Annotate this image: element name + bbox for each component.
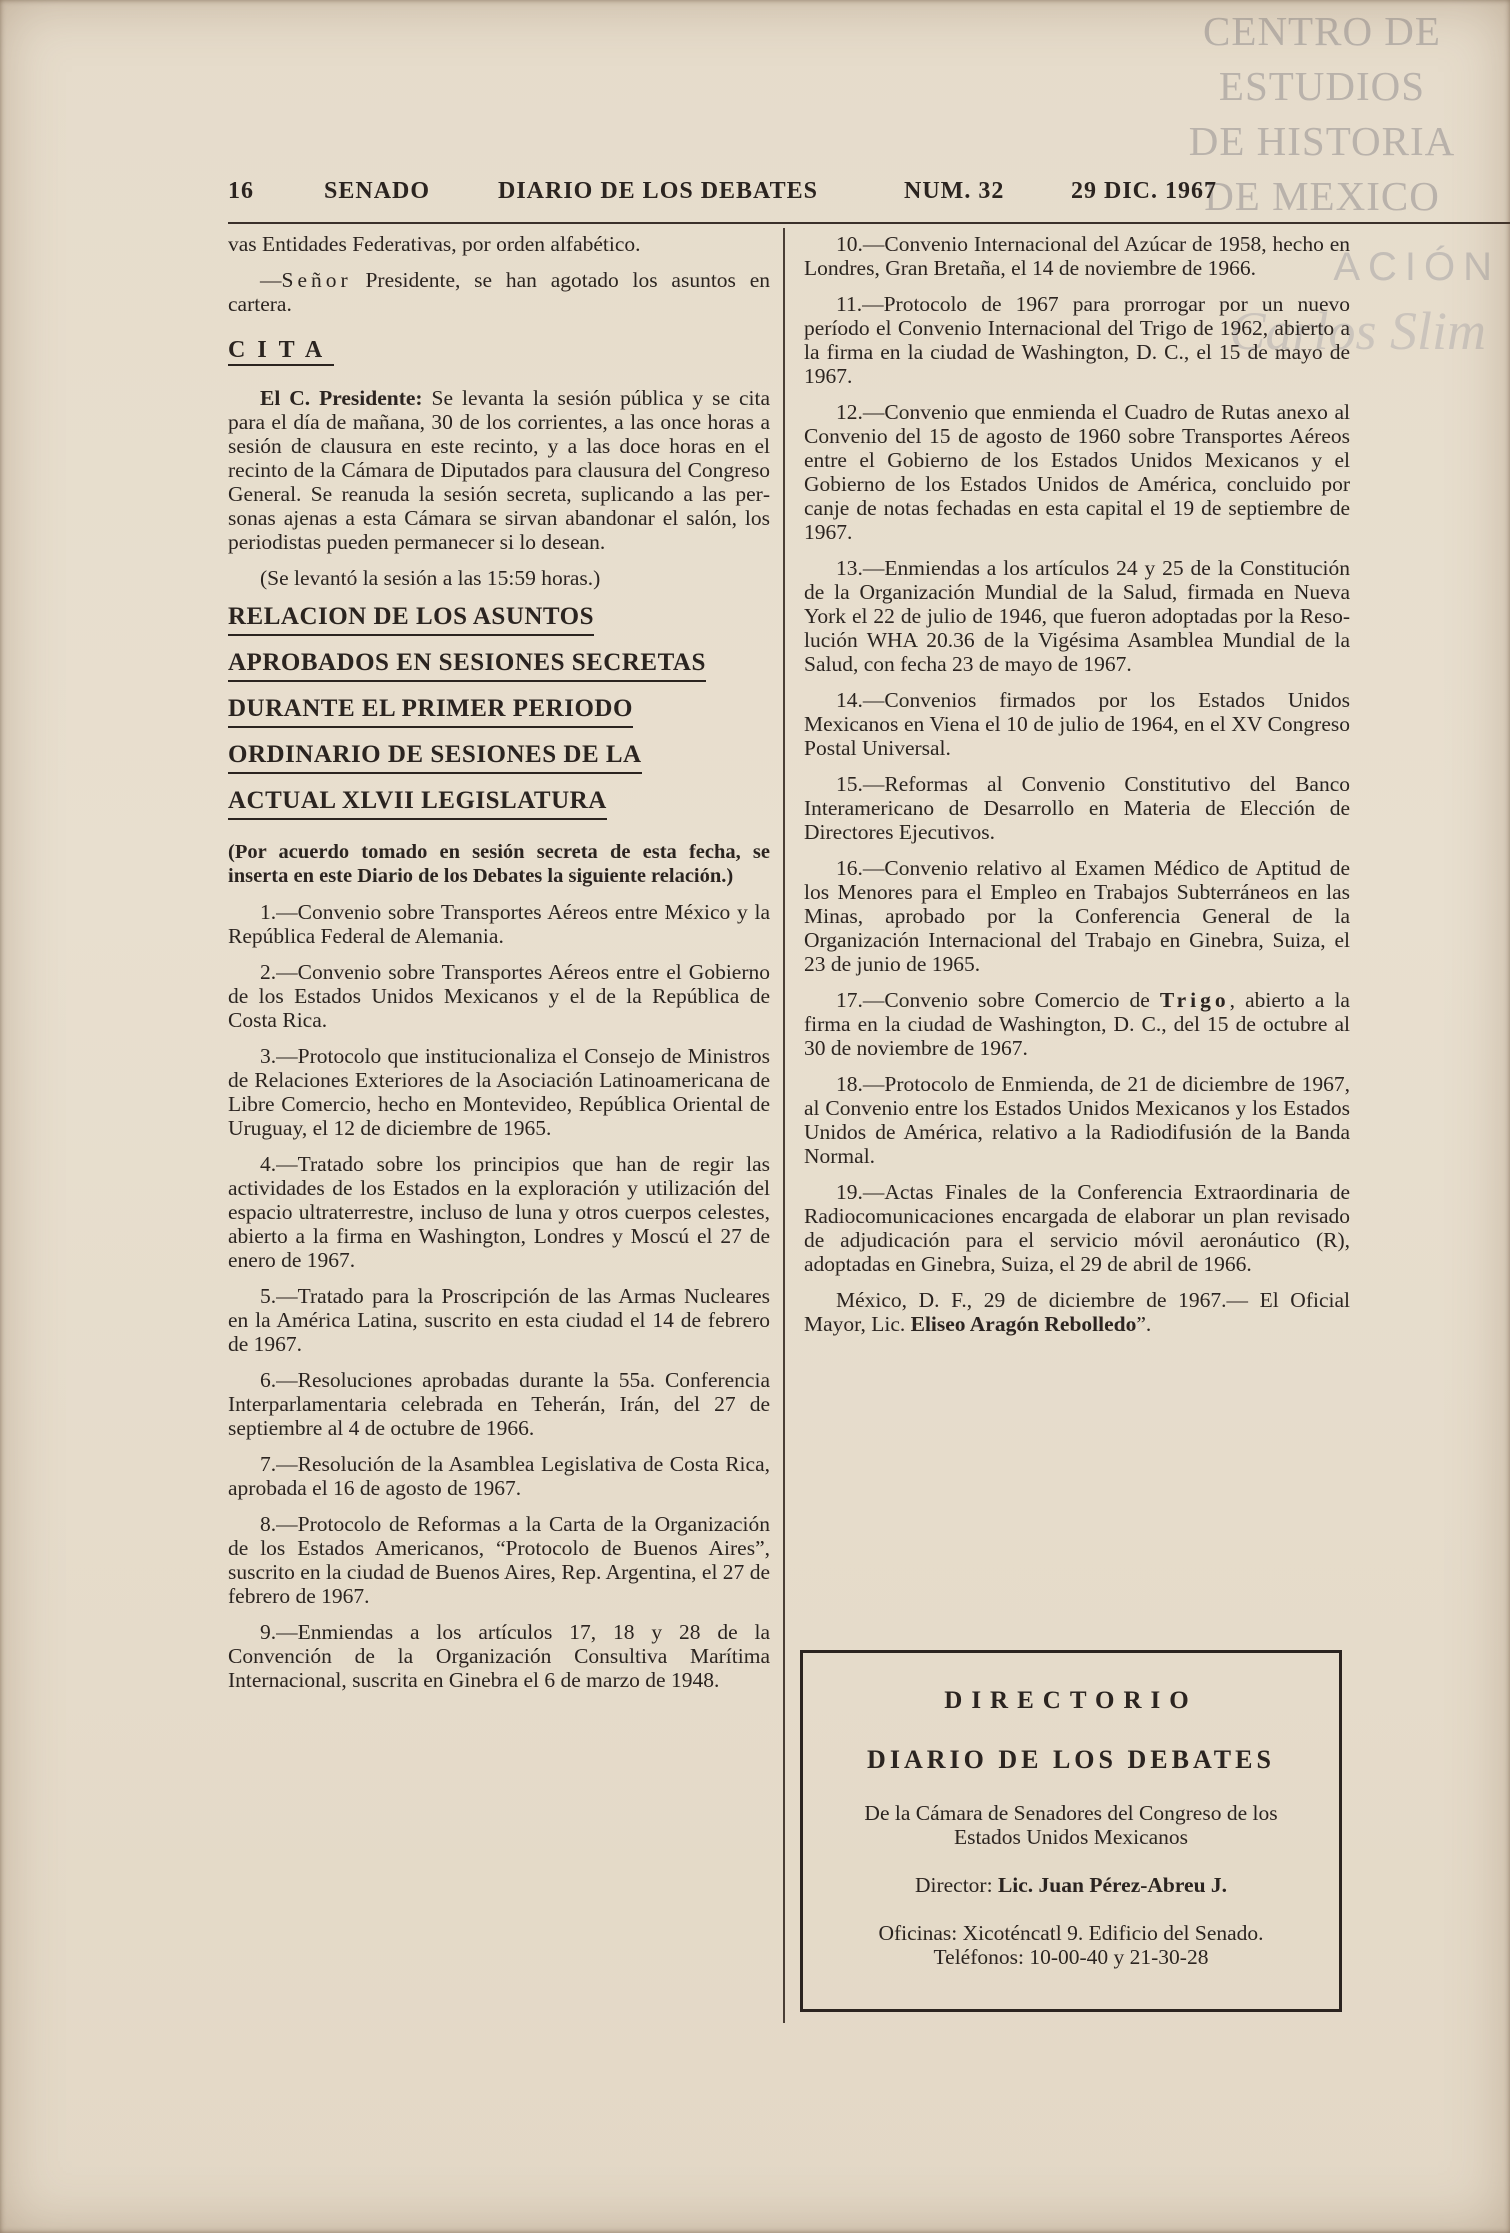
watermark-extra: ACIÓN <box>1333 245 1500 289</box>
item-text: , abierto a la firma en la ciudad de Washington, D. C., del 15 de octubre al 30 de noviembre de 1967. <box>804 988 1350 1060</box>
sign-end: ”. <box>1136 1312 1152 1336</box>
column-divider <box>783 228 785 2023</box>
list-item: 8.—Protocolo de Reformas a la Carta de la Organización de los Estados Americanos, “Protocolo de Buenos Aires”, suscrito en la ciudad de Buenos Aires, Rep. Argentina, el 27 de febrero de 1967. <box>228 1512 770 1608</box>
directory-director <box>803 1873 1339 1897</box>
list-item: 13.—Enmiendas a los artículos 24 y 25 de la Constitución de la Organización Mundial de la Salud, firmada en Nueva York el 22 de julio de 1946, que fueron adoptadas por la Resolución WHA 20.36 de la Vigésima Asamblea Mundial de la Salud, con fecha 23 de mayo de 1967. <box>804 556 1350 676</box>
directory-subtitle: DIARIO DE LOS DEBATES <box>867 1745 1275 1774</box>
heading-line: DURANTE EL PRIMER PERIODO <box>228 694 633 728</box>
directory-publisher: De la Cámara de Senadores del Congreso de los Estados Unidos Mexicanos <box>864 1801 1278 1849</box>
watermark-line: DE MEXICO <box>1204 173 1440 219</box>
signature-paragraph <box>804 1288 1350 1336</box>
list-item: 5.—Tratado para la Proscripción de las Armas Nucleares en la América Latina, suscrito en esta ciudad el 14 de febrero de 1967. <box>228 1284 770 1356</box>
list-item: 11.—Protocolo de 1967 para prorrogar por un nuevo período el Convenio Internacional del Trigo de 1962, abierto a la firma en la ciudad de Washington, D. C., el 15 de mayo de 1967. <box>804 292 1350 388</box>
heading-line: APROBADOS EN SESIONES SECRETAS <box>228 648 706 682</box>
heading-line: ACTUAL XLVII LEGISLATURA <box>228 786 607 820</box>
speech-text: Se levanta la sesión pública y se cita para el día de mañana, 30 de los corrientes, a las once horas a sesión de clausura en este recinto, y a las doce horas en el recinto de la Cámara de Diputados para clausura del Congreso General. Se reanuda la sesión secreta, suplicando a las personas ajenas a esta Cámara se sirvan abandonar el salón, los periodistas pueden permanecer si lo desean. <box>228 386 770 554</box>
relacion-heading <box>228 602 770 832</box>
dash: — <box>260 268 282 292</box>
list-item: 12.—Convenio que enmienda el Cuadro de Rutas anexo al Convenio del 15 de agosto de 1960 sobre Transportes Aéreos entre el Gobierno de los Estados Unidos Mexicanos y el Gobierno de los Estados Unidos de América, concluido por canje de notas fechadas en esta capital el 19 de septiembre de 1967. <box>804 400 1350 544</box>
list-item: 10.—Convenio Internacional del Azúcar de 1958, hecho en Londres, Gran Bretaña, el 14 de noviembre de 1966. <box>804 232 1350 280</box>
item-text: 17.—Convenio sobre Comercio de <box>836 988 1160 1012</box>
list-item: 9.—Enmiendas a los artículos 17, 18 y 28 de la Convención de la Organización Consultiva Marítima Internacional, suscrita en Ginebra el 6 de marzo de 1948. <box>228 1620 770 1692</box>
page-number: 16 <box>228 178 254 204</box>
chamber-name: SENADO <box>324 178 431 204</box>
list-item <box>804 988 1350 1060</box>
spaced-word: Trigo <box>1159 988 1230 1012</box>
right-column <box>804 232 1350 1348</box>
watermark-line: DE HISTORIA <box>1188 118 1456 164</box>
watermark-line: ESTUDIOS <box>1218 63 1426 109</box>
list-item: 3.—Protocolo que institucionaliza el Consejo de Ministros de Relaciones Exteriores de la Asociación Latinoamericana de Libre Comercio, hecho en Montevideo, República Oriental de Uruguay, el 12 de diciembre de 1965. <box>228 1044 770 1140</box>
header-rule <box>228 222 1510 224</box>
heading-line: RELACION DE LOS ASUNTOS <box>228 602 594 636</box>
left-column <box>228 232 770 1704</box>
list-item: 6.—Resoluciones aprobadas durante la 55a. Conferencia Interparlamentaria celebrada en Teherán, Irán, del 27 de septiembre al 4 de octubre de 1966. <box>228 1368 770 1440</box>
list-item: 7.—Resolución de la Asamblea Legislativa de Costa Rica, aprobada el 16 de agosto de 1967. <box>228 1452 770 1500</box>
watermark-signature: Carlos Slim <box>1229 301 1486 361</box>
cita-heading: CITA <box>228 338 334 366</box>
list-item: 19.—Actas Finales de la Conferencia Extraordinaria de Radiocomunicaciones encargada de elaborar un plan revisado de adjudicación para el servicio móvil aeronáutico (R), adoptadas en Ginebra, Suiza, el 29 de abril de 1966. <box>804 1180 1350 1276</box>
paragraph-rest: Presidente, se han agotado los asuntos en cartera. <box>228 268 770 316</box>
page-header <box>228 178 1228 212</box>
official-name: Eliseo Aragón Rebolledo <box>910 1312 1137 1336</box>
president-paragraph <box>228 386 770 554</box>
editorial-note: (Por acuerdo tomado en sesión secreta de esta fecha, se inserta en este Diario de los Debates la siguiente relación.) <box>228 841 770 887</box>
list-item: 14.—Convenios firmados por los Estados Unidos Mexicanos en Viena el 10 de julio de 1964, en el XV Congreso Postal Universal. <box>804 688 1350 760</box>
secretary-paragraph <box>228 268 770 316</box>
issue-number: NUM. 32 <box>904 178 1005 204</box>
closing-note: (Se levantó la sesión a las 15:59 horas.) <box>260 566 601 590</box>
sign-text: México, D. F., 29 de diciembre de 1967.— El Oficial Mayor, Lic. <box>804 1288 1350 1336</box>
paragraph: vas Entidades Federativas, por orden alfabético. <box>228 232 641 256</box>
director-name: Lic. Juan Pérez-Abreu J. <box>992 1873 1228 1897</box>
speaker-label: El C. Presidente: <box>260 386 423 410</box>
list-item: 1.—Convenio sobre Transportes Aéreos entre México y la República Federal de Alemania. <box>228 900 770 948</box>
spaced-word: Señor <box>281 268 352 292</box>
list-item: 2.—Convenio sobre Transportes Aéreos entre el Gobierno de los Estados Unidos Mexicanos y el de la República de Costa Rica. <box>228 960 770 1032</box>
directory-box <box>800 1650 1342 2012</box>
list-item: 16.—Convenio relativo al Examen Médico de Aptitud de los Menores para el Empleo en Trabajos Subterráneos en las Minas, aprobado por la Conferencia General de la Organización Internacional del Trabajo en Ginebra, Suiza, el 23 de junio de 1965. <box>804 856 1350 976</box>
watermark-line: CENTRO DE <box>1203 8 1441 54</box>
heading-line: ORDINARIO DE SESIONES DE LA <box>228 740 642 774</box>
directory-offices: Oficinas: Xicoténcatl 9. Edificio del Senado. Teléfonos: 10-00-40 y 21-30-28 <box>878 1921 1264 1969</box>
issue-date: 29 DIC. 1967 <box>1071 178 1218 204</box>
list-item: 15.—Reformas al Convenio Constitutivo del Banco Interamericano de Desarrollo en Materia de Elección de Directores Ejecutivos. <box>804 772 1350 844</box>
list-item: 18.—Protocolo de Enmienda, de 21 de diciembre de 1967, al Convenio entre los Estados Unidos Mexicanos y los Estados Unidos de América, relativo a la Radiodifusión de la Banda Normal. <box>804 1072 1350 1168</box>
director-label: Director: <box>914 1873 993 1897</box>
list-item: 4.—Tratado sobre los principios que han de regir las actividades de los Estados en la exploración y utilización del espacio ultraterrestre, incluso de luna y otros cuerpos celestes, abierto a la firma en Washington, Londres y Moscú el 27 de enero de 1967. <box>228 1152 770 1272</box>
directory-title: DIRECTORIO <box>944 1687 1198 1714</box>
publication-title: DIARIO DE LOS DEBATES <box>498 178 818 204</box>
